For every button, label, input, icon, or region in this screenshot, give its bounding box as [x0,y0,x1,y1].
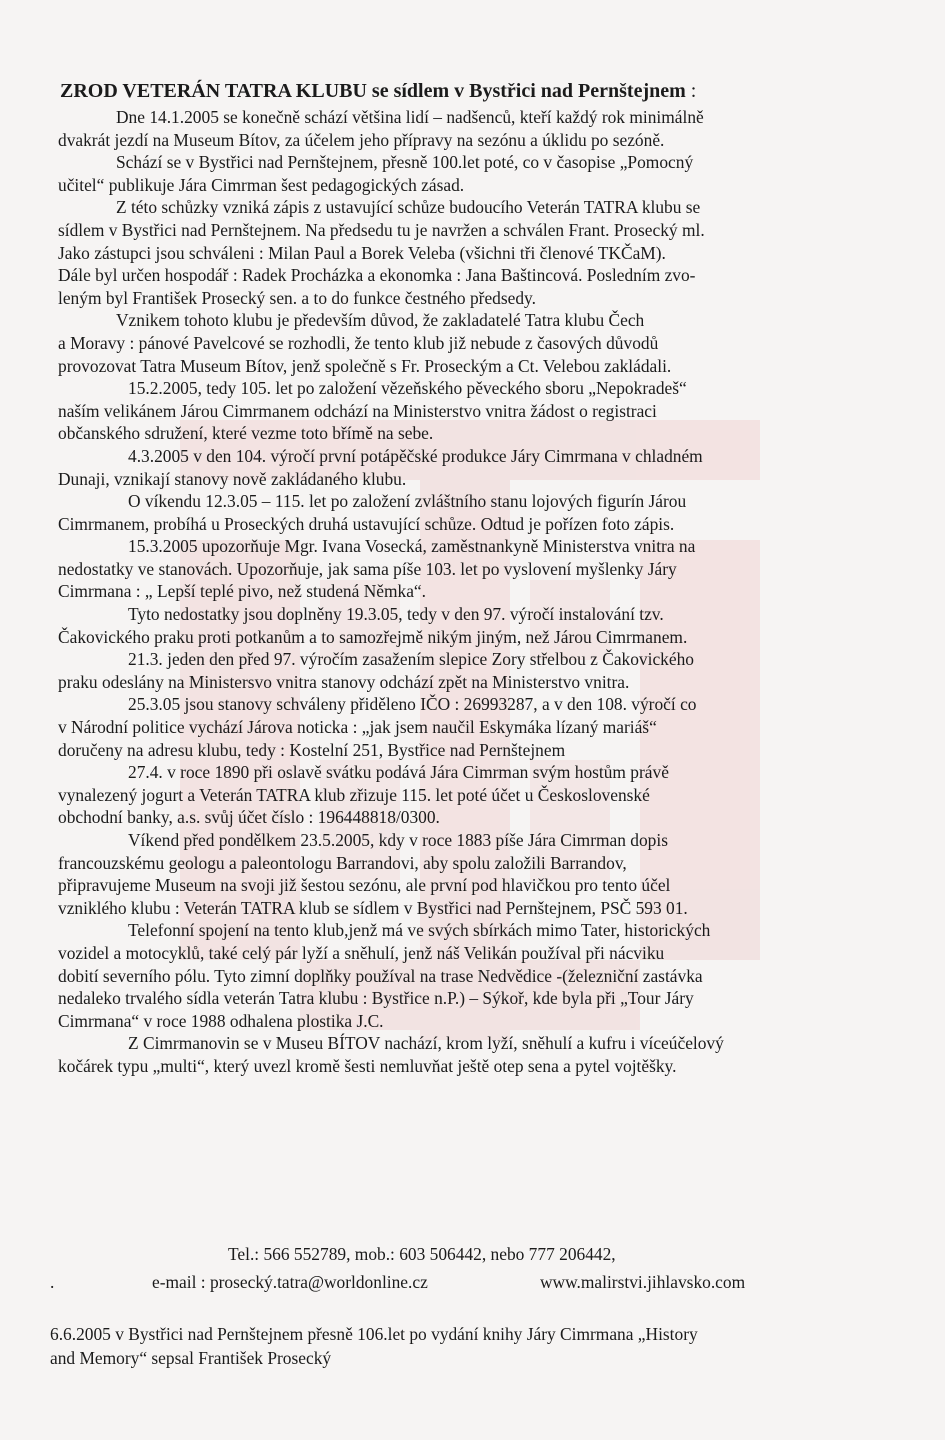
title-text: ZROD VETERÁN TATRA KLUBU se sídlem v Bystřici nad Pernštejnem [60,80,686,102]
text-line: 15.3.2005 upozorňuje Mgr. Ivana Vosecká, zaměstnankyně Ministerstva vnitra na [128,536,696,557]
document-title [60,80,696,103]
text-line: Schází se v Bystřici nad Pernštejnem, přesně 100.let poté, co v časopise „Pomocný [116,152,694,173]
text-line: 15.2.2005, tedy 105. let po založení vězeňského pěveckého sboru „Nepokradeš“ [128,378,687,399]
text-line: 21.3. jeden den před 97. výročím zasažením slepice Zory střelbou z Čakovického [128,649,694,670]
text-line: dvakrát jezdí na Museum Bítov, za účelem jeho přípravy na sezónu a úklidu po sezóně. [58,129,665,150]
text-line: naším velikánem Járou Cimrmanem odchází na Ministerstvo vnitra žádost o registraci [58,400,657,421]
text-line: kočárek typu „multi“, který uvezl kromě šesti nemluvňat ještě otep sena a pytel vojtěšky. [58,1055,677,1076]
text-line: učitel“ publikuje Jára Cimrman šest pedagogických zásad. [58,174,465,195]
text-line: vynalezený jogurt a Veterán TATRA klub zřizuje 115. let poté účet u Československé [58,784,650,805]
text-line: občanského sdružení, které vezme toto břímě na sebe. [58,423,434,444]
text-line: Víkend před pondělkem 23.5.2005, kdy v roce 1883 píše Jára Cimrman dopis [128,830,668,850]
contact-phones: Tel.: 566 552789, mob.: 603 506442, nebo 777 206442, [228,1244,616,1264]
text-line: provozovat Tatra Museum Bítov, jenž společně s Fr. Proseckým a Ct. Velebou zakládali. [58,355,672,376]
text-line: Jako zástupci jsou schváleni : Milan Paul a Borek Veleba (všichni tři členové TKČaM). [58,242,666,263]
text-line: dobití severního pólu. Tyto zimní doplňky používal na trase Nedvědice -(železniční zastávka [58,965,703,986]
contact-website: www.malirstvi.jihlavsko.com [540,1272,746,1292]
text-line: Cimrmanem, probíhá u Proseckých druhá ustavující schůze. Odtud je pořízen foto zápis. [58,513,675,534]
text-line: Z Cimrmanovin se v Museu BÍTOV nachází, krom lyží, sněhulí a kufru i víceúčelový [128,1033,724,1054]
text-line: Tyto nedostatky jsou doplněny 19.3.05, tedy v den 97. výročí instalování tzv. [128,604,664,625]
text-line: O víkendu 12.3.05 – 115. let po založení zvláštního stanu lojových figurín Járou [128,491,687,512]
text-line: 27.4. v roce 1890 při oslavě svátku podává Jára Cimrman svým hostům právě [128,762,669,783]
text-line: leným byl František Prosecký sen. a to do funkce čestného předsedy. [58,287,536,308]
text-line: Dne 14.1.2005 se konečně schází většina lidí – nadšenců, kteří každý rok minimálně [116,107,704,127]
text-line: Cimrmana : „ Lepší teplé pivo, než studená Němka“. [58,581,426,602]
text-line: Dále byl určen hospodář : Radek Procházka a ekonomka : Jana Baštincová. Posledním zvo- [58,265,696,286]
contact-email: e-mail : prosecký.tatra@worldonline.cz [152,1272,428,1292]
text-line: sídlem v Bystřici nad Pernštejnem. Na předsedu tu je navržen a schválen Frant. Prosecký ml. [58,219,705,240]
text-line: praku odeslány na Ministersvo vnitra stanovy odchází zpět na Ministerstvo vnitra. [58,671,630,692]
text-line: nedaleko trvalého sídla veterán Tatra klubu : Bystřice n.P.) – Sýkoř, kde byla při „Tour Járy [58,988,694,1009]
text-line: Čakovického praku proti potkanům a to samozřejmě nikým jiným, než Járou Cimrmanem. [58,626,688,647]
text-line: vzniklého klubu : Veterán TATRA klub se sídlem v Bystřici nad Pernštejnem, PSČ 593 01. [58,897,688,918]
footer-line: and Memory“ sepsal František Prosecký [50,1348,332,1368]
document-footer [50,1322,698,1370]
text-line: v Národní politice vychází Járova noticka : „jak jsem naučil Eskymáka lízaný mariáš“ [58,717,657,738]
text-line: vozidel a motocyklů, také celý pár lyží a sněhulí, jenž náš Velikán používal při nácviku [58,942,665,963]
text-line: 4.3.2005 v den 104. výročí první potápěčské produkce Járy Cimrmana v chladném [128,445,703,466]
contact-dot: . [50,1272,55,1292]
text-line: Cimrmana“ v roce 1988 odhalena plostika J.C. [58,1010,384,1031]
text-line: obchodní banky, a.s. svůj účet číslo : 196448818/0300. [58,807,440,828]
title-colon: : [690,80,697,102]
text-line: a Moravy : pánové Pavelcové se rozhodli, že tento klub již nebude z časových důvodů [58,332,659,353]
text-line: nedostatky ve stanovách. Upozorňuje, jak sama píše 103. let po vyslovení myšlenky Járy [58,558,677,579]
text-line: francouzskému geologu a paleontologu Barrandovi, aby spolu založili Barrandov, [58,852,627,873]
document-body [58,106,898,1078]
footer-line: 6.6.2005 v Bystřici nad Pernštejnem přesně 106.let po vydání knihy Járy Cimrmana „History [50,1324,698,1344]
text-line: doručeny na adresu klubu, tedy : Kostelní 251, Bystřice nad Pernštejnem [58,739,566,760]
text-line: Z této schůzky vzniká zápis z ustavující schůze budoucího Veterán TATRA klubu se [116,197,701,218]
text-line: připravujeme Museum na svoji již šestou sezónu, ale první pod hlavičkou pro tento účel [58,875,671,896]
text-line: Vznikem tohoto klubu je především důvod, že zakladatelé Tatra klubu Čech [116,310,645,331]
text-line: Telefonní spojení na tento klub,jenž má ve svých sbírkách mimo Tater, historických [128,920,711,941]
text-line: 25.3.05 jsou stanovy schváleny přiděleno IČO : 26993287, a v den 108. výročí co [128,694,697,715]
text-line: Dunaji, vznikají stanovy nově zakládaného klubu. [58,468,407,489]
